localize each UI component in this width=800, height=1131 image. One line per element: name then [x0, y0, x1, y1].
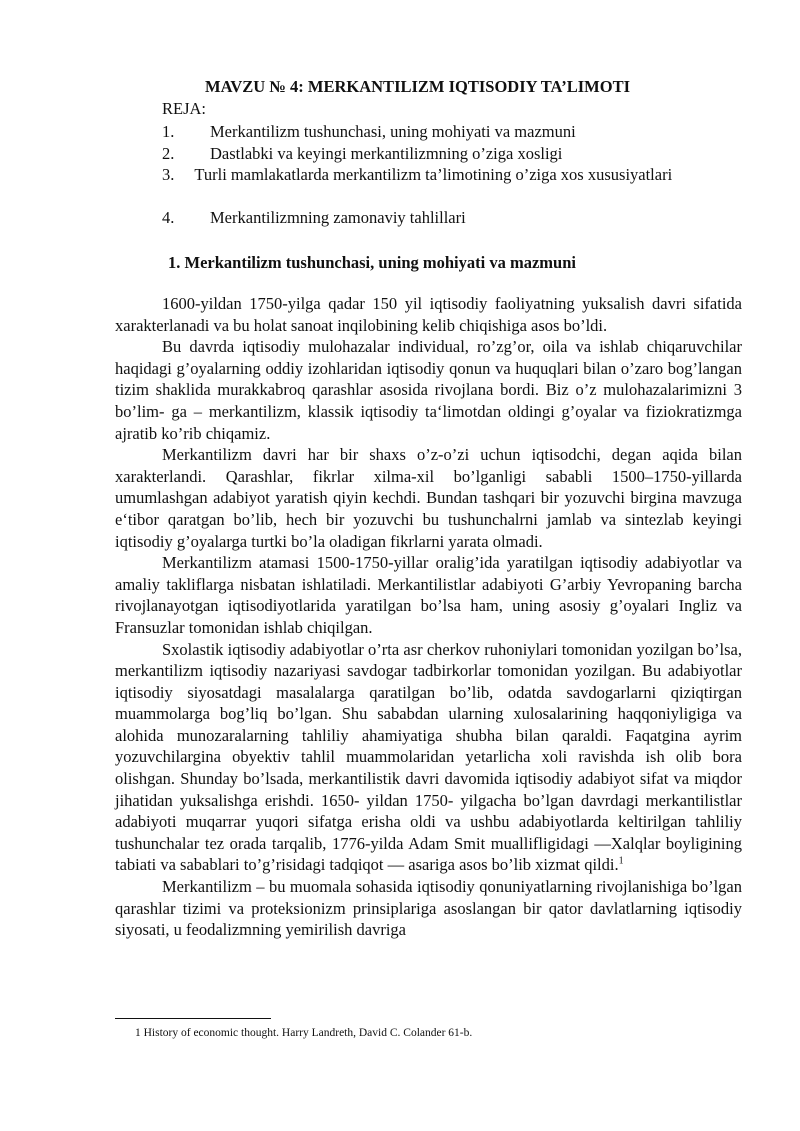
page-title: MAVZU № 4: MERKANTILIZM IQTISODIY TA’LIMOTI	[205, 77, 631, 96]
plan-item-text: Merkantilizmning zamonaviy tahlillari	[210, 208, 466, 227]
body-text	[115, 293, 742, 941]
section-heading: 1. Merkantilizm tushunchasi, uning mohiyati va mazmuni	[168, 253, 576, 272]
paragraph: Merkantilizm davri har bir shaxs o’z-o’zi uchun iqtisodchi, degan aqida bilan xarakterlandi. Qarashlar, fikrlar xilma-xil bo’lganligi sababli 1500–1750-yillarda umumlashgan adabiyot yaratish qiyin kechdi. Bundan tashqari bir yozuvchi birgina mavzuga e‘tibor qaratgan bo’lib, hech bir yozuvchi bu tushunchalrni jamlab va sintezlab keyingi iqtisodiy g’oyalarga turtki bo’la oladigan fikrlarni yarata olmadi.	[115, 445, 742, 551]
plan-item-text: Turli mamlakatlarda merkantilizm ta’limotining o’ziga xos xususiyatlari	[194, 165, 673, 184]
paragraph: Merkantilizm atamasi 1500-1750-yillar oralig’ida yaratilgan iqtisodiy adabiyotlar va amaliy takliflarga nisbatan ishlatiladi. Merkantilistlar adabiyoti G’arbiy Yevropaning barcha rivojlanayotgan iqtisodiyotlarida yaratilgan bo’lsa ham, uning asosiy g’oyalari Ingliz va Fransuzlar tomonidan ishlab chiqilgan.	[115, 553, 742, 637]
paragraph: 1600-yildan 1750-yilga qadar 150 yil iqtisodiy faoliyatning yuksalish davri sifatida xarakterlanadi va bu holat sanoat inqilobining kelib chiqishiga asos bo’ldi.	[115, 294, 742, 335]
paragraph	[115, 639, 742, 877]
plan-item-text: Merkantilizm tushunchasi, uning mohiyati va mazmuni	[210, 122, 576, 141]
paragraph: Bu davrda iqtisodiy mulohazalar individual, ro’zg’or, oila va ishlab chiqaruvchilar haqidagi g’oyalarning oddiy izohlaridan iqtisodiy qonun va huquqlari bilan o’zaro bog’langan tizim shaklida murakkabroq qarashlar asosida rivojlana bordi. Biz o’z mulohazalarimizni 3 bo’lim- ga – merkantilizm, klassik iqtisodiy ta‘limotdan oldingi g’oyalar va fiziokratizmga ajratib ko’rib chiqamiz.	[115, 337, 742, 443]
plan-item	[115, 164, 742, 186]
plan-item-number: 3.	[162, 165, 175, 184]
paragraph: Merkantilizm – bu muomala sohasida iqtisodiy qonuniyatlarning rivojlanishiga bo’lgan qarashlar tizimi va proteksionizm prinsiplariga asoslangan bir qator davlatlarning iqtisodiy siyosati, u feodalizmning yemirilish davriga	[115, 877, 742, 940]
footnote-reference: 1	[618, 855, 624, 867]
footnote: 1 History of economic thought. Harry Landreth, David C. Colander 61-b.	[135, 1027, 473, 1039]
paragraph-text: Sxolastik iqtisodiy adabiyotlar o’rta asr cherkov ruhoniylari tomonidan yozilgan bo’lsa, merkantilizm iqtisodiy nazariyasi savdogar tadbirkorlar tomonidan yozilgan. Bu adabiyotlar iqtisodiy siyosatdagi masalalarga qaratilgan bo’lib, odatda savdogarlarni qiziqtirgan muammolarga bog’liq bo’lgan. Shu sababdan ularning xulosalarining haqqoniyligiga va alohida munozaralarning tahliliy ahamiyatiga shubha bilan qaraldi. Faqatgina ayrim yozuvchilargina obyektiv tahlil muammolaridan yetarlicha xoli ravishda ish olib bora olishgan. Shunday bo’lsada, merkantilistik davri davomida iqtisodiy adabiyot sifat va miqdor jihatidan yuksalishga erishdi. 1650- yildan 1750- yilgacha bo’lgan davrdagi merkantilistlar adabiyoti muqarrar yuqori sifatga erisha oldi va ushbu adabiyotlarda keltirilgan tahliliy tushunchalar tez orada tarqalib, 1776-yilda Adam Smit muallifligidagi ―Xalqlar boyligining tabiati va sabablari to’g’risidagi tadqiqot ― asariga asos bo’lib xizmat qildi.	[115, 639, 742, 875]
plan-item-number: 2.	[162, 144, 175, 163]
footnote-divider	[115, 1018, 271, 1019]
plan-heading: REJA:	[162, 99, 207, 118]
plan-item-number: 1.	[162, 122, 175, 141]
plan-item-text: Dastlabki va keyingi merkantilizmning o’ziga xosligi	[210, 144, 563, 163]
plan-item-number: 4.	[162, 208, 175, 227]
